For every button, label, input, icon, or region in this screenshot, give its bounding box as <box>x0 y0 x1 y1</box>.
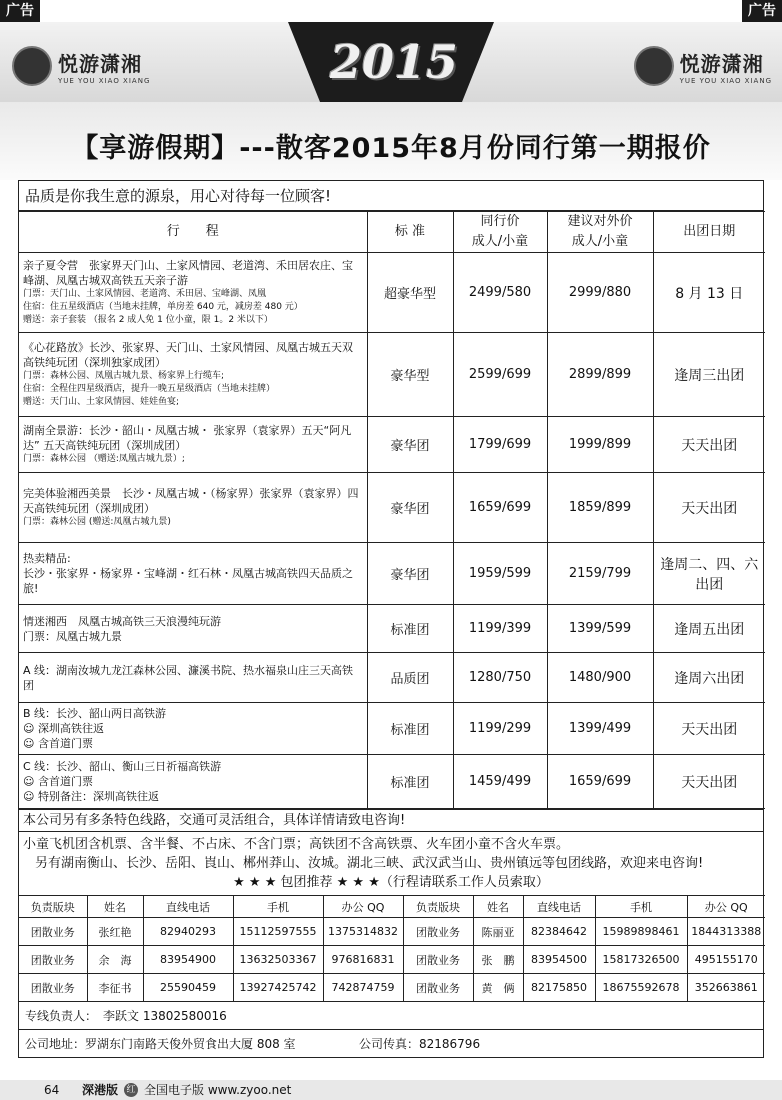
route-departure: 8 月 13 日 <box>653 253 765 333</box>
route-row <box>19 253 765 333</box>
route-line: 住宿：全程住四星级酒店，提升一晚五星级酒店（当地未挂牌） <box>23 384 276 394</box>
route-line: 湖南全景游：长沙・韶山・凤凰古城・ 张家界（袁家界）五天“阿凡达” 五天高铁纯玩团（深圳成团） <box>23 424 352 452</box>
route-description <box>19 653 367 703</box>
year-emblem: 2015 <box>330 35 459 89</box>
brand-emblem-icon <box>634 46 674 86</box>
route-peer-price: 1199/299 <box>453 703 547 755</box>
slogan: 品质是你我生意的源泉，用心对待每一位顾客! <box>19 181 763 211</box>
contact-header-row <box>19 896 765 918</box>
route-row <box>19 605 765 653</box>
route-suggested-price: 1859/899 <box>547 473 653 543</box>
page-footer <box>0 1080 782 1100</box>
route-standard: 豪华团 <box>367 417 453 473</box>
contact-cell: 陈丽亚 <box>473 918 523 946</box>
contact-table <box>19 895 765 1002</box>
route-description <box>19 417 367 473</box>
route-description <box>19 253 367 333</box>
contact-header-cell: 手机 <box>233 896 323 918</box>
route-description <box>19 605 367 653</box>
contact-cell: 82175850 <box>523 974 595 1002</box>
route-departure: 逢周六出团 <box>653 653 765 703</box>
contact-cell: 李征书 <box>87 974 143 1002</box>
contact-header-cell: 负责版块 <box>19 896 87 918</box>
route-line: 《心花路放》长沙、张家界、天门山、土家风情园、凤凰古城五天双高铁纯玩团（深圳独家成团） <box>23 341 353 369</box>
contact-cell: 82384642 <box>523 918 595 946</box>
contact-header-cell: 姓名 <box>87 896 143 918</box>
company-address: 公司地址：罗湖东门南路天俊外贸食出大厦 808 室 <box>25 1037 296 1051</box>
contact-header-cell: 直线电话 <box>523 896 595 918</box>
header-standard: 标 准 <box>367 212 453 253</box>
company-fax: 公司传真：82186796 <box>359 1037 481 1051</box>
route-departure: 逢周三出团 <box>653 333 765 417</box>
route-line: 门票：森林公园、凤凰古城九景、杨家界上行缆车; <box>23 371 225 381</box>
route-departure: 逢周五出团 <box>653 605 765 653</box>
contact-cell: 13632503367 <box>233 946 323 974</box>
route-line: C 线：长沙、韶山、衡山三日祈福高铁游 <box>23 760 222 773</box>
route-peer-price: 1659/699 <box>453 473 547 543</box>
route-line: 门票：天门山、土家风情园、老道湾、禾田居、宝峰湖、凤凰 <box>23 289 267 299</box>
contact-cell: 18675592678 <box>595 974 687 1002</box>
contact-row <box>19 946 765 974</box>
route-peer-price: 2499/580 <box>453 253 547 333</box>
contact-cell: 742874759 <box>323 974 403 1002</box>
contact-cell: 15817326500 <box>595 946 687 974</box>
contact-cell: 团散业务 <box>403 946 473 974</box>
route-line: 住宿：住五星级酒店（当地未挂牌，单房差 640 元，减房差 480 元） <box>23 302 303 312</box>
brand-logo-left <box>12 46 150 86</box>
contact-cell: 83954500 <box>523 946 595 974</box>
route-suggested-price: 1999/899 <box>547 417 653 473</box>
route-line: ☺ 含首道门票 <box>23 775 93 788</box>
route-row <box>19 543 765 605</box>
route-peer-price: 1459/499 <box>453 755 547 809</box>
route-line: ☺ 含首道门票 <box>23 737 93 750</box>
route-row <box>19 333 765 417</box>
note-charter-recommend: ★ ★ ★ 包团推荐 ★ ★ ★（行程请联系工作人员索取） <box>233 875 549 890</box>
page-number: 64 <box>44 1083 60 1097</box>
brand-emblem-icon <box>12 46 52 86</box>
route-line: 赠送：亲子套装 （报名 2 成人免 1 位小童，限 1。2 米以下） <box>23 315 273 325</box>
route-standard: 标准团 <box>367 703 453 755</box>
route-departure: 天天出团 <box>653 755 765 809</box>
title-area <box>0 102 782 180</box>
route-line: 完美体验湘西美景 长沙・凤凰古城・（杨家界）张家界（袁家界）四天高铁纯玩团（深圳成团） <box>23 487 359 515</box>
ad-label-left: 广告 <box>0 0 40 22</box>
route-row <box>19 653 765 703</box>
contact-cell: 82940293 <box>143 918 233 946</box>
route-departure: 天天出团 <box>653 417 765 473</box>
header-suggested-price: 建议对外价 成人/小童 <box>547 212 653 253</box>
route-departure: 天天出团 <box>653 703 765 755</box>
route-standard: 品质团 <box>367 653 453 703</box>
route-suggested-price: 1399/499 <box>547 703 653 755</box>
contact-cell: 团散业务 <box>19 946 87 974</box>
route-peer-price: 1799/699 <box>453 417 547 473</box>
route-row <box>19 417 765 473</box>
header-banner <box>0 22 782 102</box>
contact-header-cell: 办公 QQ <box>687 896 765 918</box>
route-line: 情迷湘西 凤凰古城高铁三天浪漫纯玩游 <box>23 614 221 628</box>
contact-header-cell: 手机 <box>595 896 687 918</box>
route-line: 赠送：天门山、土家风情园、娃娃鱼宴; <box>23 397 180 407</box>
contact-cell: 余 海 <box>87 946 143 974</box>
route-suggested-price: 2999/880 <box>547 253 653 333</box>
brand-name: 悦游潇湘 <box>58 51 142 76</box>
contact-cell: 黄 俩 <box>473 974 523 1002</box>
site-link[interactable]: 全国电子版 www.zyoo.net <box>144 1083 292 1097</box>
route-suggested-price: 1399/599 <box>547 605 653 653</box>
edition-badge-icon: 红 <box>124 1083 138 1097</box>
route-price-table <box>19 211 765 809</box>
ad-label-right: 广告 <box>742 0 782 22</box>
contact-cell: 1844313388 <box>687 918 765 946</box>
route-line: 亲子夏令营 张家界天门山、土家风情园、老道湾、禾田居农庄、宝峰湖、凤凰古城双高铁五天亲子游 <box>23 259 353 287</box>
route-peer-price: 2599/699 <box>453 333 547 417</box>
route-standard: 标准团 <box>367 755 453 809</box>
contact-row <box>19 974 765 1002</box>
route-description <box>19 543 367 605</box>
route-line: B 线：长沙、韶山两日高铁游 <box>23 707 167 720</box>
route-suggested-price: 2159/799 <box>547 543 653 605</box>
note-custom-routes: 本公司另有多条特色线路，交通可灵活组合，具体详情请致电咨询! <box>19 810 763 832</box>
route-peer-price: 1280/750 <box>453 653 547 703</box>
contact-row <box>19 918 765 946</box>
route-line: 门票：凤凰古城九景 <box>23 629 122 643</box>
contact-header-cell: 直线电话 <box>143 896 233 918</box>
route-standard: 豪华团 <box>367 543 453 605</box>
route-line: 门票：森林公园 （赠送:凤凰古城九景）; <box>23 454 185 464</box>
route-line: 长沙・张家界・杨家界・宝峰湖・红石林・凤凰古城高铁四天品质之旅! <box>23 567 353 595</box>
route-line: ☺ 深圳高铁往返 <box>23 722 104 735</box>
contact-cell: 25590459 <box>143 974 233 1002</box>
header-route: 行 程 <box>19 212 367 253</box>
route-suggested-price: 1480/900 <box>547 653 653 703</box>
brand-logo-right <box>634 46 772 86</box>
route-standard: 豪华型 <box>367 333 453 417</box>
route-description <box>19 333 367 417</box>
route-line: ☺ 特别备注：深圳高铁往返 <box>23 790 159 803</box>
route-row <box>19 473 765 543</box>
route-row <box>19 703 765 755</box>
company-address-row <box>19 1030 763 1058</box>
contact-cell: 15989898461 <box>595 918 687 946</box>
contact-header-cell: 办公 QQ <box>323 896 403 918</box>
route-standard: 标准团 <box>367 605 453 653</box>
route-description <box>19 703 367 755</box>
route-departure: 逢周二、四、六出团 <box>653 543 765 605</box>
route-departure: 天天出团 <box>653 473 765 543</box>
route-standard: 超豪华型 <box>367 253 453 333</box>
contact-cell: 976816831 <box>323 946 403 974</box>
contact-cell: 团散业务 <box>19 918 87 946</box>
contact-cell: 495155170 <box>687 946 765 974</box>
contact-cell: 张 鹏 <box>473 946 523 974</box>
contact-cell: 83954900 <box>143 946 233 974</box>
route-line: 热卖精品: <box>23 552 71 565</box>
notes-section <box>19 809 763 895</box>
note-charter-routes: 另有湖南衡山、长沙、岳阳、崀山、郴州莽山、汝城。湖北三峡、武汉武当山、贵州镇远等包团线路，欢迎来电咨询! <box>35 856 704 871</box>
contact-cell: 352663861 <box>687 974 765 1002</box>
brand-name-en: YUE YOU XIAO XIANG <box>679 76 772 85</box>
contact-cell: 团散业务 <box>19 974 87 1002</box>
header-peer-price: 同行价 成人/小童 <box>453 212 547 253</box>
contact-cell: 团散业务 <box>403 918 473 946</box>
page-title: 【享游假期】---散客2015年8月份同行第一期报价 <box>71 133 711 164</box>
contact-cell: 13927425742 <box>233 974 323 1002</box>
brand-name-en: YUE YOU XIAO XIANG <box>58 76 151 85</box>
route-description <box>19 755 367 809</box>
edition-label: 深港版 <box>82 1083 119 1097</box>
route-line: A 线：湖南汝城九龙江森林公园、濂溪书院、热水福泉山庄三天高铁团 <box>23 663 354 692</box>
route-suggested-price: 2899/899 <box>547 333 653 417</box>
line-manager: 专线负责人： 李跃文 13802580016 <box>19 1002 763 1030</box>
route-description <box>19 473 367 543</box>
brand-name: 悦游潇湘 <box>679 51 764 76</box>
route-row <box>19 755 765 809</box>
route-standard: 豪华团 <box>367 473 453 543</box>
contact-cell: 1375314832 <box>323 918 403 946</box>
contact-cell: 15112597555 <box>233 918 323 946</box>
route-line: 门票：森林公园 (赠送:凤凰古城九景) <box>23 517 171 527</box>
contact-header-cell: 负责版块 <box>403 896 473 918</box>
contact-header-cell: 姓名 <box>473 896 523 918</box>
contact-cell: 张红艳 <box>87 918 143 946</box>
note-child-policy: 小童飞机团含机票、含半餐、不占床、不含门票；高铁团不含高铁票、火车团小童不含火车票。 <box>23 837 570 852</box>
price-sheet <box>18 180 764 1058</box>
route-peer-price: 1199/399 <box>453 605 547 653</box>
route-peer-price: 1959/599 <box>453 543 547 605</box>
header-departure: 出团日期 <box>653 212 765 253</box>
contact-cell: 团散业务 <box>403 974 473 1002</box>
route-suggested-price: 1659/699 <box>547 755 653 809</box>
